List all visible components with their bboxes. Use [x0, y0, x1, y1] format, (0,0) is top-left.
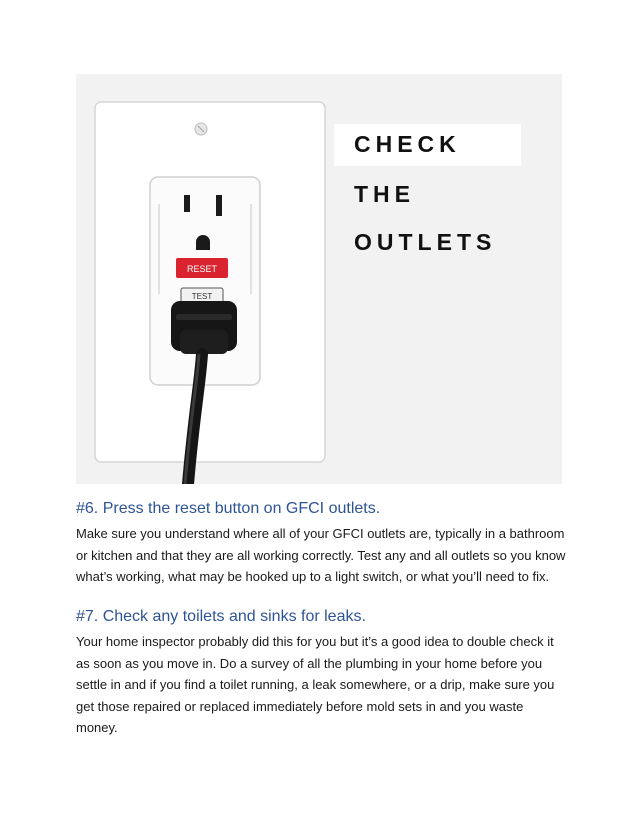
section-7-heading: #7. Check any toilets and sinks for leaks. — [76, 608, 366, 625]
hero-title-line-1: CHECK — [354, 131, 461, 157]
hero-title-line-2: THE — [354, 181, 415, 207]
ground-hole — [196, 235, 210, 250]
section-7 — [76, 607, 566, 739]
hero-image — [76, 74, 562, 484]
section-7-body: Your home inspector probably did this for you but it’s a good idea to double check it as soon as you move in. Do a survey of all the plumbing in your home before you settle in and if you find a toilet running, a leak somewhere, or a drip, make sure you get those repaired or replaced immediately before mold sets in and you waste money. — [76, 634, 555, 735]
section-6 — [76, 499, 566, 588]
outlet-slot-left — [184, 195, 190, 212]
reset-button-label: RESET — [186, 264, 218, 274]
section-6-heading: #6. Press the reset button on GFCI outlets. — [76, 500, 381, 517]
hero-title-line-3: OUTLETS — [354, 229, 497, 255]
outlet-slot-right — [216, 195, 222, 216]
test-button-label: TEST — [191, 292, 213, 301]
section-6-body: Make sure you understand where all of your GFCI outlets are, typically in a bathroom or kitchen and that they are all working correctly. Test any and all outlets so you know what’s working, what may be hooked up to a light switch, or what you’ll need to fix. — [76, 526, 566, 584]
